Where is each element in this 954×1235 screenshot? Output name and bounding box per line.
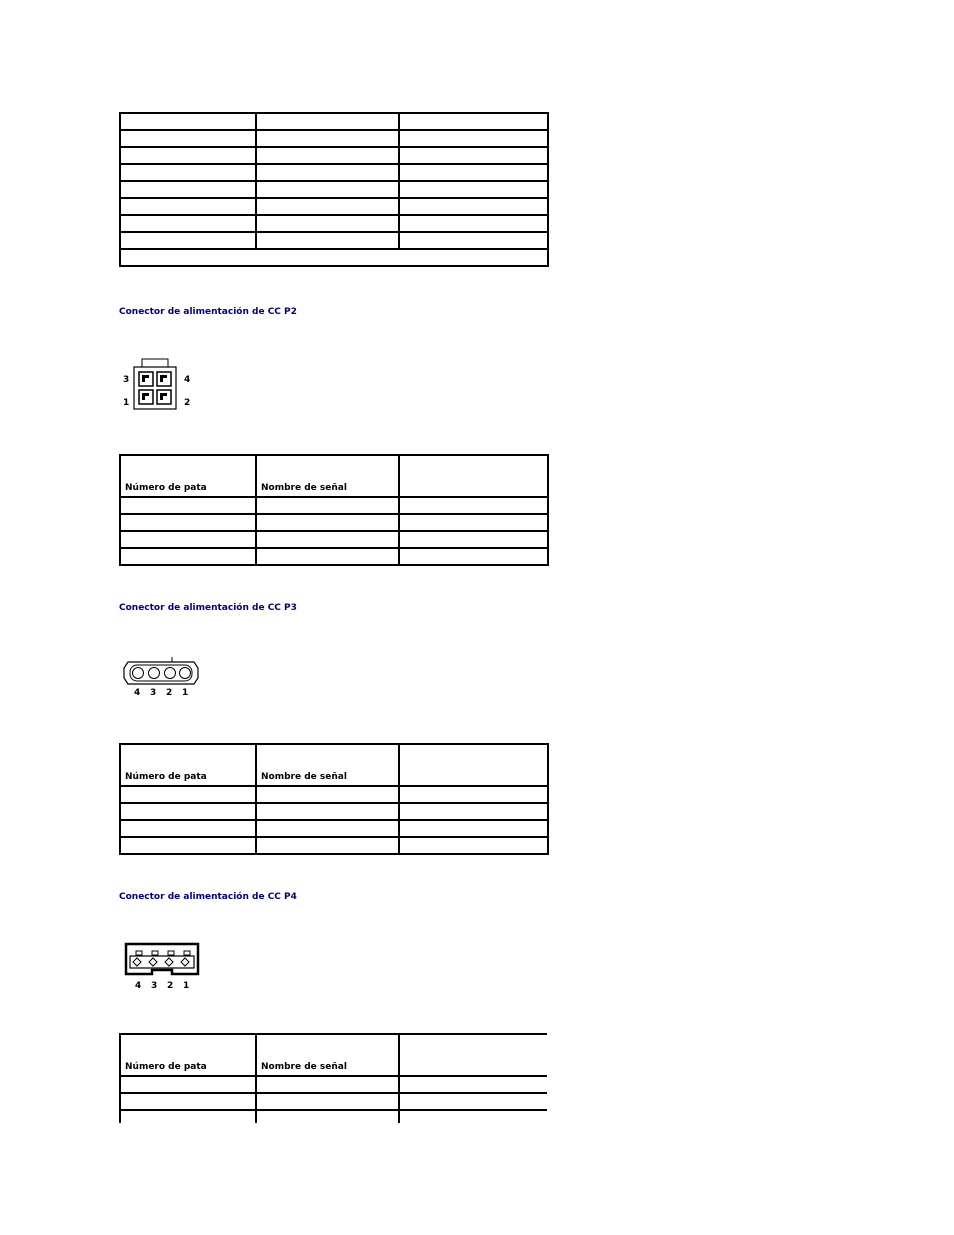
table-header-row xyxy=(120,744,548,786)
col-header-pin-number: Número de pata xyxy=(120,744,256,786)
table-row xyxy=(120,181,548,198)
col-header-third xyxy=(399,744,548,786)
pin-label: 2 xyxy=(167,981,174,991)
table-row xyxy=(120,837,548,854)
pin-label: 2 xyxy=(184,398,191,408)
col-header-signal-name: Nombre de señal xyxy=(256,744,399,786)
table-row xyxy=(120,113,548,130)
table-row xyxy=(120,147,548,164)
col-header-pin-number: Número de pata xyxy=(120,455,256,497)
table-row xyxy=(120,130,548,147)
table-row xyxy=(120,497,548,514)
section-heading-p2: Conector de alimentación de CC P2 xyxy=(119,307,297,317)
table-row xyxy=(120,215,548,232)
table-header-row xyxy=(120,1034,547,1076)
connector-p3-diagram xyxy=(122,654,204,700)
pin-table-p3 xyxy=(119,743,549,855)
pin-label: 1 xyxy=(123,398,130,408)
table-row xyxy=(120,1110,547,1123)
pin-label: 3 xyxy=(151,981,158,991)
pin-label: 1 xyxy=(182,688,189,698)
col-header-signal-name: Nombre de señal xyxy=(256,455,399,497)
pin-label: 3 xyxy=(150,688,157,698)
table-row xyxy=(120,1093,547,1110)
pin-label: 2 xyxy=(166,688,173,698)
pin-label: 1 xyxy=(183,981,190,991)
table-row xyxy=(120,820,548,837)
connector-p2-diagram xyxy=(120,357,200,413)
table-row xyxy=(120,803,548,820)
pin-label: 4 xyxy=(135,981,142,991)
table-row xyxy=(120,548,548,565)
col-header-third xyxy=(399,1034,547,1076)
col-header-third xyxy=(399,455,548,497)
table-row xyxy=(120,786,548,803)
connector-p4-diagram xyxy=(122,942,204,992)
section-heading-p3: Conector de alimentación de CC P3 xyxy=(119,603,297,613)
pin-label: 4 xyxy=(134,688,141,698)
table-note-row xyxy=(120,249,548,266)
col-header-pin-number: Número de pata xyxy=(120,1034,256,1076)
table-row xyxy=(120,531,548,548)
table-row xyxy=(120,1076,547,1093)
table-row xyxy=(120,514,548,531)
table-row xyxy=(120,164,548,181)
section-heading-p4: Conector de alimentación de CC P4 xyxy=(119,892,297,902)
pin-table-p2 xyxy=(119,454,549,566)
table-row xyxy=(120,232,548,249)
table-header-row xyxy=(120,455,548,497)
table-row xyxy=(120,198,548,215)
pin-label: 4 xyxy=(184,375,191,385)
col-header-signal-name: Nombre de señal xyxy=(256,1034,399,1076)
pin-label: 3 xyxy=(123,375,130,385)
pin-table-top xyxy=(119,112,549,267)
pin-table-p4-wrapper xyxy=(119,1033,547,1123)
pin-table-p4 xyxy=(119,1033,547,1123)
